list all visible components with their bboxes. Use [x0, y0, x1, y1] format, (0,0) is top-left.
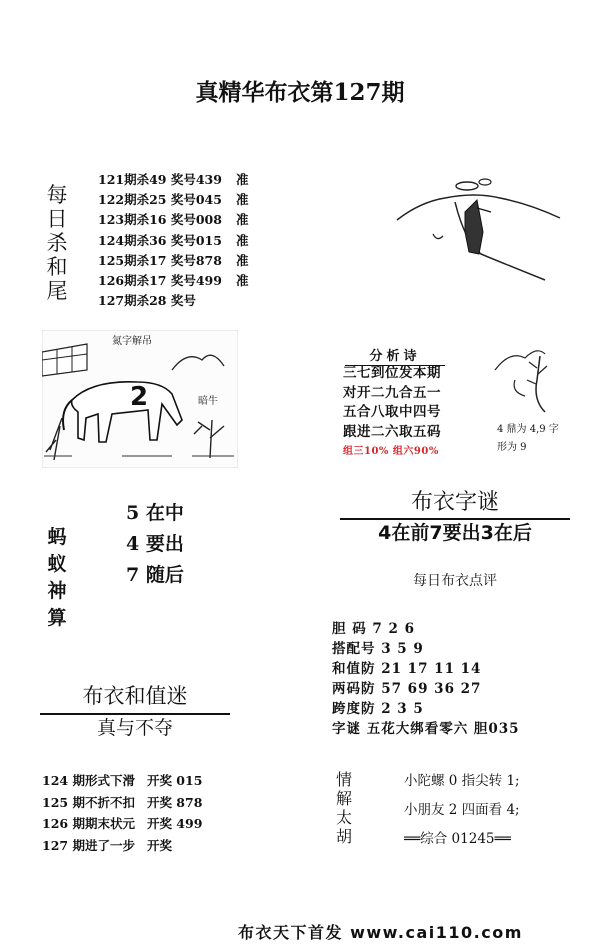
ant-calc-label-char: 神 [47, 580, 67, 602]
heval-row-text: 124 期形式下滑 [42, 773, 135, 788]
heval-row-result: 开奖 878 [146, 794, 203, 810]
daily-kill-row [98, 231, 248, 251]
horse-caption: 氮字解吊 [112, 336, 152, 347]
ant-calc-label-char: 蚁 [47, 553, 67, 575]
page-title: 真精华布衣第127期 [195, 79, 405, 106]
buyi-puzzle-title: 布衣字谜 [340, 485, 570, 520]
daily-kill-text: 127期杀28 奖号 [98, 293, 196, 309]
daily-review-line: 胆 码 7 2 6 [332, 621, 415, 637]
buyi-puzzle-answer: 4在前7要出3在后 [378, 522, 532, 544]
horse-sketch-image [42, 330, 238, 468]
daily-review-line: 字谜 五花大绑看零六 胆035 [332, 721, 520, 737]
daily-kill-row [98, 271, 248, 291]
daily-kill-mark: 准 [235, 273, 249, 289]
side-note-line: 4 鼎为 4,9 字 [497, 424, 559, 435]
daily-kill-text: 123期杀16 奖号008 [98, 212, 222, 228]
daily-kill-label-char: 尾 [46, 279, 68, 303]
ant-calc-line: 5 在中 [126, 502, 184, 524]
heval-riddle-title: 布衣和值迷 [40, 680, 230, 715]
daily-review-line: 和值防 21 17 11 14 [332, 661, 482, 677]
heval-row [42, 792, 202, 814]
tree-sketch-image [485, 340, 565, 415]
riddle-line: 小陀螺 0 指尖转 1; [404, 773, 520, 789]
poem-line: 五合八取中四号 [343, 404, 441, 420]
daily-kill-text: 125期杀17 奖号878 [98, 252, 222, 268]
daily-kill-text: 124期杀36 奖号015 [98, 232, 222, 248]
poem-line: 对开二九合五一 [343, 384, 441, 401]
daily-kill-vertical-label [44, 183, 70, 303]
heval-riddle-list [42, 770, 202, 856]
ant-calc-line: 4 要出 [126, 533, 184, 555]
riddle-line: 小朋友 2 四面看 4; [404, 802, 520, 818]
daily-kill-text: 126期杀17 奖号499 [98, 273, 222, 289]
poem-line: 跟进二六取五码 [343, 423, 441, 440]
daily-kill-label-char: 日 [46, 207, 68, 231]
poem-line: 三七到位发本期 [343, 365, 441, 381]
ant-calc-vertical-label [44, 524, 70, 632]
daily-review-line: 搭配号 3 5 9 [332, 641, 424, 657]
analysis-poem-title: 分析诗 [345, 345, 445, 366]
riddle-poem [404, 767, 520, 854]
analysis-poem [343, 364, 441, 462]
daily-review-line: 跨度防 2 3 5 [332, 701, 424, 717]
daily-kill-label-char: 杀 [46, 231, 68, 255]
daily-kill-row [98, 210, 248, 230]
heval-row [42, 813, 202, 835]
heval-row-result: 开奖 [146, 837, 172, 853]
ant-calc-lines [126, 498, 184, 591]
riddle-label-char: 胡 [335, 827, 352, 846]
daily-kill-mark: 准 [235, 192, 249, 208]
ant-calc-label-char: 蚂 [47, 526, 67, 548]
daily-kill-mark: 准 [235, 212, 249, 228]
heval-row [42, 835, 202, 857]
heval-riddle-subtitle: 真与不夺 [96, 717, 173, 739]
daily-kill-row [98, 291, 248, 311]
horse-note: 暗牛 [198, 396, 218, 407]
daily-kill-row [98, 251, 248, 271]
daily-review-title: 每日布衣点评 [413, 573, 497, 589]
mountain-sketch-image [395, 172, 565, 282]
riddle-label-char: 情 [335, 770, 352, 789]
heval-row-result: 开奖 015 [146, 773, 203, 788]
horse-number: 2 [130, 382, 149, 412]
daily-kill-text: 122期杀25 奖号045 [98, 192, 222, 208]
daily-review-list [332, 619, 520, 739]
side-note [497, 421, 559, 457]
daily-review-line: 两码防 57 69 36 27 [332, 681, 482, 697]
footer-banner: 布衣天下首发 www.cai110.com [238, 923, 523, 942]
heval-row-text: 126 期期末状元 [42, 816, 135, 831]
daily-kill-label-char: 和 [46, 255, 68, 279]
heval-row [42, 770, 202, 792]
daily-kill-mark: 准 [235, 232, 249, 248]
heval-row-text: 125 期不折不扣 [42, 794, 135, 810]
riddle-vertical-label [331, 770, 357, 846]
daily-kill-label-char: 每 [46, 183, 68, 207]
daily-kill-mark: 准 [235, 172, 249, 187]
side-note-line: 形为 9 [497, 442, 527, 453]
heval-row-result: 开奖 499 [146, 816, 203, 831]
riddle-label-char: 太 [335, 808, 352, 827]
daily-kill-list [98, 170, 248, 311]
poem-ratio-line: 组三10% 组六90% [343, 446, 439, 457]
riddle-label-char: 解 [335, 789, 352, 808]
riddle-line: ══综合 01245══ [404, 831, 511, 847]
daily-kill-mark: 准 [235, 252, 249, 268]
daily-kill-text: 121期杀49 奖号439 [98, 172, 222, 187]
daily-kill-row [98, 170, 248, 190]
heval-row-text: 127 期进了一步 [42, 837, 135, 853]
ant-calc-line: 7 随后 [126, 564, 184, 586]
ant-calc-label-char: 算 [47, 607, 67, 629]
daily-kill-row [98, 190, 248, 210]
